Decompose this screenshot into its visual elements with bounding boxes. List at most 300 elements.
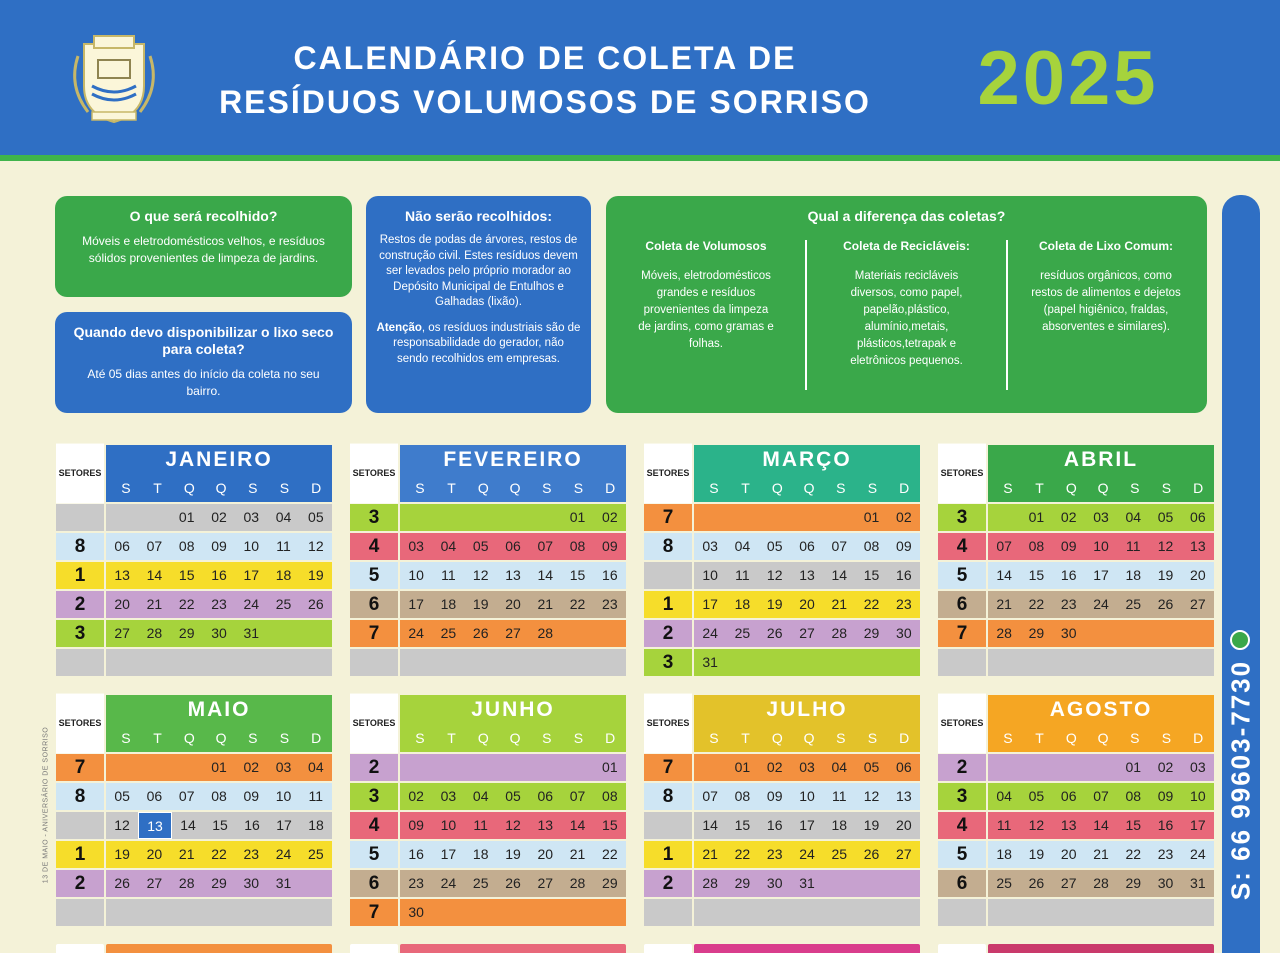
next-month-header xyxy=(694,944,920,953)
week-row xyxy=(938,533,1214,560)
diff-col-reciclaveis xyxy=(834,238,979,370)
crest-icon xyxy=(64,26,164,126)
weekday-label: S xyxy=(121,730,131,746)
weekday-label: S xyxy=(1130,480,1140,496)
day-cell: 30 xyxy=(896,625,912,641)
day-cell: 15 xyxy=(1028,567,1045,583)
day-cell: 28 xyxy=(996,625,1012,641)
day-cell xyxy=(1117,649,1149,676)
day-cell xyxy=(594,899,626,926)
week-row xyxy=(56,754,332,781)
day-cells xyxy=(988,899,1214,926)
day-cell: 07 xyxy=(178,788,195,804)
day-cell xyxy=(432,504,464,531)
diff-col-title: Coleta de Recicláveis: xyxy=(843,239,970,253)
day-cell xyxy=(1085,899,1117,926)
day-cell xyxy=(823,504,855,531)
diff-col-text: Móveis, eletrodomésticos grandes e resíduos provenientes da limpeza de jardins, como gramas e folhas. xyxy=(638,270,774,350)
day-cell: 29 xyxy=(211,875,227,891)
day-cell: 27 xyxy=(505,625,521,641)
day-cell xyxy=(300,899,332,926)
sector-number: 2 xyxy=(56,870,104,897)
day-cell: 26 xyxy=(114,875,130,891)
day-cell: 17 xyxy=(799,817,815,833)
day-cell: 23 xyxy=(1060,596,1077,612)
day-cells xyxy=(988,841,1214,868)
day-cell: 05 xyxy=(114,788,130,804)
weekday-row xyxy=(106,724,332,752)
day-cell xyxy=(235,899,267,926)
week-row xyxy=(350,533,626,560)
month-name: JUNHO xyxy=(471,698,555,721)
day-cell: 08 xyxy=(569,538,586,554)
day-cell xyxy=(203,899,235,926)
month-header xyxy=(106,445,332,502)
day-cell: 02 xyxy=(211,509,227,525)
day-cell xyxy=(1085,620,1117,647)
day-cell: 28 xyxy=(537,625,554,641)
week-row xyxy=(644,533,920,560)
weekday-label: S xyxy=(248,730,258,746)
day-cell: 08 xyxy=(602,788,618,804)
day-cell: 23 xyxy=(408,875,424,891)
day-cell xyxy=(694,504,726,531)
week-row xyxy=(56,562,332,589)
day-cell: 11 xyxy=(1125,538,1141,554)
day-cell: 31 xyxy=(1190,875,1206,891)
month-name: JULHO xyxy=(766,698,848,721)
day-cell: 09 xyxy=(602,538,618,554)
day-cell: 13 xyxy=(1060,817,1077,833)
day-cell: 17 xyxy=(1093,567,1109,583)
day-cell: 26 xyxy=(308,596,324,612)
day-cell: 17 xyxy=(702,596,718,612)
week-row xyxy=(644,504,920,531)
sector-number: 3 xyxy=(350,504,398,531)
day-cell: 16 xyxy=(244,817,260,833)
day-cell: 27 xyxy=(114,625,130,641)
day-cell xyxy=(988,899,1020,926)
day-cell: 12 xyxy=(1028,817,1045,833)
day-cell: 28 xyxy=(569,875,586,891)
sector-number: 7 xyxy=(350,899,398,926)
day-cell: 08 xyxy=(211,788,227,804)
weekday-label: T xyxy=(447,730,456,746)
week-row xyxy=(644,591,920,618)
day-cell: 27 xyxy=(896,846,912,862)
day-cell xyxy=(823,899,855,926)
day-cells xyxy=(988,562,1214,589)
day-cells xyxy=(400,591,626,618)
day-cell: 06 xyxy=(114,538,130,554)
month-calendar-5 xyxy=(350,695,626,927)
day-cell: 25 xyxy=(996,875,1012,891)
sector-number: 3 xyxy=(350,783,398,810)
day-cell: 19 xyxy=(863,817,880,833)
day-cell xyxy=(988,649,1020,676)
day-cell: 06 xyxy=(1060,788,1077,804)
day-cells xyxy=(106,591,332,618)
day-cell xyxy=(726,649,758,676)
day-cell: 08 xyxy=(1028,538,1045,554)
day-cells xyxy=(694,620,920,647)
month-header xyxy=(988,695,1214,752)
week-row xyxy=(938,620,1214,647)
day-cells xyxy=(988,620,1214,647)
day-cell: 16 xyxy=(1157,817,1174,833)
weekday-label: T xyxy=(153,480,162,496)
week-row xyxy=(350,812,626,839)
weekday-label: T xyxy=(741,730,750,746)
day-cell xyxy=(465,504,497,531)
day-cell xyxy=(855,649,887,676)
sector-number xyxy=(644,562,692,589)
day-cells xyxy=(400,504,626,531)
day-cell: 03 xyxy=(440,788,457,804)
day-cell: 24 xyxy=(799,846,815,862)
weekday-label: T xyxy=(447,480,456,496)
day-cell: 13 xyxy=(1190,538,1206,554)
day-cell: 10 xyxy=(440,817,457,833)
day-cell: 16 xyxy=(766,817,783,833)
day-cell xyxy=(300,620,332,647)
day-cell xyxy=(823,870,855,897)
weekday-label: D xyxy=(311,730,322,746)
week-row xyxy=(350,870,626,897)
day-cell xyxy=(171,899,203,926)
day-cell: 24 xyxy=(408,625,424,641)
month-header xyxy=(106,695,332,752)
day-cell: 01 xyxy=(1028,509,1045,525)
day-cell: 10 xyxy=(799,788,815,804)
day-cell: 16 xyxy=(896,567,912,583)
day-cell: 13 xyxy=(537,817,554,833)
day-cell: 07 xyxy=(1093,788,1109,804)
sector-number: 2 xyxy=(56,591,104,618)
day-cell: 11 xyxy=(473,817,488,833)
sector-number: 8 xyxy=(56,783,104,810)
day-cell xyxy=(1085,649,1117,676)
sector-number: 8 xyxy=(56,533,104,560)
weekday-label: D xyxy=(899,480,910,496)
sector-number: 1 xyxy=(56,562,104,589)
day-cell: 19 xyxy=(308,567,324,583)
day-cell xyxy=(465,649,497,676)
diff-col-text: resíduos orgânicos, como restos de alimentos e dejetos (papel higiênico, fraldas, absorventes e similares). xyxy=(1031,270,1181,333)
recolhido-title: O que será recolhido? xyxy=(129,208,278,224)
title-line-2: RESÍDUOS VOLUMOSOS DE SORRISO xyxy=(219,84,871,120)
day-cell: 27 xyxy=(1190,596,1206,612)
day-cell: 01 xyxy=(602,759,618,775)
sector-number xyxy=(644,899,692,926)
weekday-row xyxy=(400,474,626,502)
day-cell: 27 xyxy=(537,875,554,891)
next-month-header xyxy=(988,944,1214,953)
setores-label: SETORES xyxy=(56,694,104,754)
day-cell: 21 xyxy=(146,596,163,612)
day-cell: 07 xyxy=(996,538,1012,554)
day-cell: 31 xyxy=(275,875,292,891)
day-cells xyxy=(106,754,332,781)
weekday-label: Q xyxy=(1065,480,1077,496)
day-cell: 08 xyxy=(1125,788,1142,804)
day-cell xyxy=(267,620,299,647)
day-cell xyxy=(759,649,791,676)
day-cell: 23 xyxy=(896,596,912,612)
day-cell: 17 xyxy=(276,817,292,833)
weekday-row xyxy=(400,724,626,752)
weekday-label: T xyxy=(741,480,750,496)
week-row xyxy=(56,812,332,839)
day-cell: 17 xyxy=(408,596,424,612)
day-cell: 11 xyxy=(308,788,324,804)
day-cell: 04 xyxy=(996,788,1012,804)
sector-number: 5 xyxy=(938,841,986,868)
day-cells xyxy=(694,841,920,868)
weekday-label: Q xyxy=(1097,730,1109,746)
week-row xyxy=(350,649,626,676)
day-cell xyxy=(235,649,267,676)
day-cell xyxy=(106,649,138,676)
day-cell: 14 xyxy=(1093,817,1109,833)
day-cell xyxy=(267,899,299,926)
day-cell: 04 xyxy=(472,788,489,804)
day-cell: 29 xyxy=(1125,875,1142,891)
sector-number: 1 xyxy=(56,841,104,868)
day-cell: 28 xyxy=(831,625,848,641)
day-cell: 01 xyxy=(211,759,227,775)
day-cell: 19 xyxy=(114,846,130,862)
day-cell: 05 xyxy=(1157,509,1174,525)
day-cell: 23 xyxy=(211,596,227,612)
sector-number: 3 xyxy=(938,504,986,531)
sector-number: 6 xyxy=(938,870,986,897)
day-cell: 07 xyxy=(537,538,554,554)
diferenca-box xyxy=(606,196,1207,413)
day-cell xyxy=(432,649,464,676)
day-cell: 13 xyxy=(896,788,912,804)
month-name: MAIO xyxy=(187,698,251,721)
weekday-label: S xyxy=(573,480,584,496)
sector-number xyxy=(56,899,104,926)
day-cells xyxy=(694,783,920,810)
day-cell: 30 xyxy=(211,625,227,641)
week-row xyxy=(56,870,332,897)
day-cell: 25 xyxy=(440,625,457,641)
sector-number: 4 xyxy=(938,533,986,560)
day-cell: 26 xyxy=(505,875,521,891)
day-cell xyxy=(300,649,332,676)
day-cell: 10 xyxy=(243,538,260,554)
week-row xyxy=(938,649,1214,676)
day-cell xyxy=(497,504,529,531)
day-cell: 02 xyxy=(602,509,618,525)
day-cells xyxy=(988,591,1214,618)
day-cell: 15 xyxy=(602,817,618,833)
month-calendar-0 xyxy=(56,445,332,677)
day-cell: 11 xyxy=(276,538,291,554)
day-cell xyxy=(1020,649,1052,676)
day-cell: 02 xyxy=(896,509,912,525)
day-cell: 10 xyxy=(275,788,292,804)
weekday-label: T xyxy=(1035,480,1044,496)
month-header xyxy=(694,445,920,502)
sector-number xyxy=(56,649,104,676)
week-row xyxy=(644,620,920,647)
day-cell: 19 xyxy=(766,596,783,612)
day-cell: 26 xyxy=(766,625,783,641)
day-cell: 29 xyxy=(602,875,618,891)
week-row xyxy=(350,591,626,618)
day-cell: 18 xyxy=(734,596,751,612)
sector-number: 7 xyxy=(938,620,986,647)
weekday-label: T xyxy=(153,730,162,746)
day-cell: 12 xyxy=(766,567,783,583)
week-row xyxy=(350,754,626,781)
day-cell xyxy=(988,504,1020,531)
day-cell: 21 xyxy=(831,596,848,612)
week-row xyxy=(644,754,920,781)
day-cell: 04 xyxy=(831,759,848,775)
day-cell: 08 xyxy=(178,538,195,554)
day-cell: 31 xyxy=(799,875,815,891)
nao-title: Não serão recolhidos: xyxy=(404,208,553,224)
weekday-label: D xyxy=(1193,730,1204,746)
week-row xyxy=(938,783,1214,810)
day-cell: 27 xyxy=(146,875,163,891)
day-cell: 14 xyxy=(569,817,586,833)
day-cells xyxy=(400,649,626,676)
day-cell: 14 xyxy=(146,567,163,583)
day-cell xyxy=(106,899,138,926)
day-cell: 21 xyxy=(537,596,554,612)
day-cells xyxy=(694,562,920,589)
day-cells xyxy=(694,812,920,839)
sector-number xyxy=(938,899,986,926)
week-row xyxy=(350,504,626,531)
day-cells xyxy=(694,649,920,676)
week-row xyxy=(938,899,1214,926)
day-cell xyxy=(1053,754,1085,781)
sector-number xyxy=(938,649,986,676)
day-cells xyxy=(694,870,920,897)
day-cells xyxy=(106,504,332,531)
day-cell: 25 xyxy=(308,846,324,862)
day-cell: 25 xyxy=(472,875,489,891)
day-cell xyxy=(529,649,561,676)
day-cell: 25 xyxy=(1125,596,1142,612)
day-cell: 20 xyxy=(537,846,554,862)
day-cell: 09 xyxy=(243,788,260,804)
day-cells xyxy=(988,754,1214,781)
day-cell xyxy=(823,649,855,676)
day-cell: 04 xyxy=(275,509,292,525)
attention-label: Atenção xyxy=(376,321,422,334)
sector-number: 8 xyxy=(644,533,692,560)
day-cell: 31 xyxy=(243,625,260,641)
day-cell: 18 xyxy=(472,846,489,862)
day-cell: 16 xyxy=(211,567,227,583)
day-cells xyxy=(106,620,332,647)
day-cell: 05 xyxy=(1028,788,1045,804)
page-title xyxy=(195,36,895,124)
weekday-label: Q xyxy=(771,730,783,746)
day-cell xyxy=(791,504,823,531)
day-cell: 17 xyxy=(1190,817,1206,833)
day-cell: 17 xyxy=(440,846,457,862)
day-cells xyxy=(400,754,626,781)
month-calendar-2 xyxy=(644,445,920,677)
sector-number: 6 xyxy=(350,591,398,618)
day-cell: 09 xyxy=(408,817,424,833)
day-cell: 06 xyxy=(537,788,554,804)
contact-phone: S: 66 99603-7730 xyxy=(1225,659,1256,901)
month-name: JANEIRO xyxy=(165,448,273,471)
diff-title: Qual a diferença das coletas? xyxy=(807,208,1006,224)
day-cell xyxy=(726,899,758,926)
sector-number: 7 xyxy=(644,504,692,531)
day-cell: 18 xyxy=(308,817,324,833)
day-cell xyxy=(1020,899,1052,926)
nao-attention xyxy=(376,321,581,368)
sector-number xyxy=(350,649,398,676)
day-cell: 19 xyxy=(1028,846,1045,862)
day-cells xyxy=(106,899,332,926)
day-cell xyxy=(561,754,593,781)
day-cells xyxy=(988,504,1214,531)
day-cell: 02 xyxy=(1060,509,1077,525)
month-calendar-4 xyxy=(56,695,332,927)
day-cell: 27 xyxy=(1060,875,1077,891)
day-cell: 28 xyxy=(1093,875,1109,891)
setores-label: SETORES xyxy=(350,444,398,504)
day-cell xyxy=(888,899,920,926)
day-cell: 21 xyxy=(1093,846,1109,862)
weekday-row xyxy=(106,474,332,502)
day-cell xyxy=(203,649,235,676)
weekday-label: Q xyxy=(509,480,521,496)
whatsapp-icon xyxy=(1230,630,1250,650)
day-cell: 02 xyxy=(766,759,783,775)
recolhido-box xyxy=(55,196,352,297)
sector-number: 3 xyxy=(644,649,692,676)
day-cell: 20 xyxy=(1190,567,1206,583)
weekday-label: Q xyxy=(215,730,227,746)
day-cell: 03 xyxy=(408,538,424,554)
weekday-label: S xyxy=(867,730,878,746)
weekday-label: D xyxy=(899,730,910,746)
next-month-header xyxy=(400,944,626,953)
day-cells xyxy=(400,533,626,560)
day-cell: 01 xyxy=(734,759,751,775)
week-row xyxy=(644,812,920,839)
sector-number: 1 xyxy=(644,591,692,618)
day-cell xyxy=(726,504,758,531)
day-cell xyxy=(300,870,332,897)
day-cell: 02 xyxy=(1157,759,1174,775)
diff-col-title: Coleta de Lixo Comum: xyxy=(1038,239,1173,253)
day-cell: 14 xyxy=(702,817,718,833)
day-cell: 20 xyxy=(896,817,912,833)
day-cells xyxy=(106,649,332,676)
title-line-1: CALENDÁRIO DE COLETA DE xyxy=(293,40,797,76)
weekday-row xyxy=(988,724,1214,752)
day-cell: 03 xyxy=(702,538,718,554)
weekday-label: Q xyxy=(183,730,195,746)
day-cell: 18 xyxy=(440,596,457,612)
week-row xyxy=(350,841,626,868)
anniversary-note: 13 DE MAIO - ANIVERSÁRIO DE SORRISO xyxy=(42,726,50,884)
